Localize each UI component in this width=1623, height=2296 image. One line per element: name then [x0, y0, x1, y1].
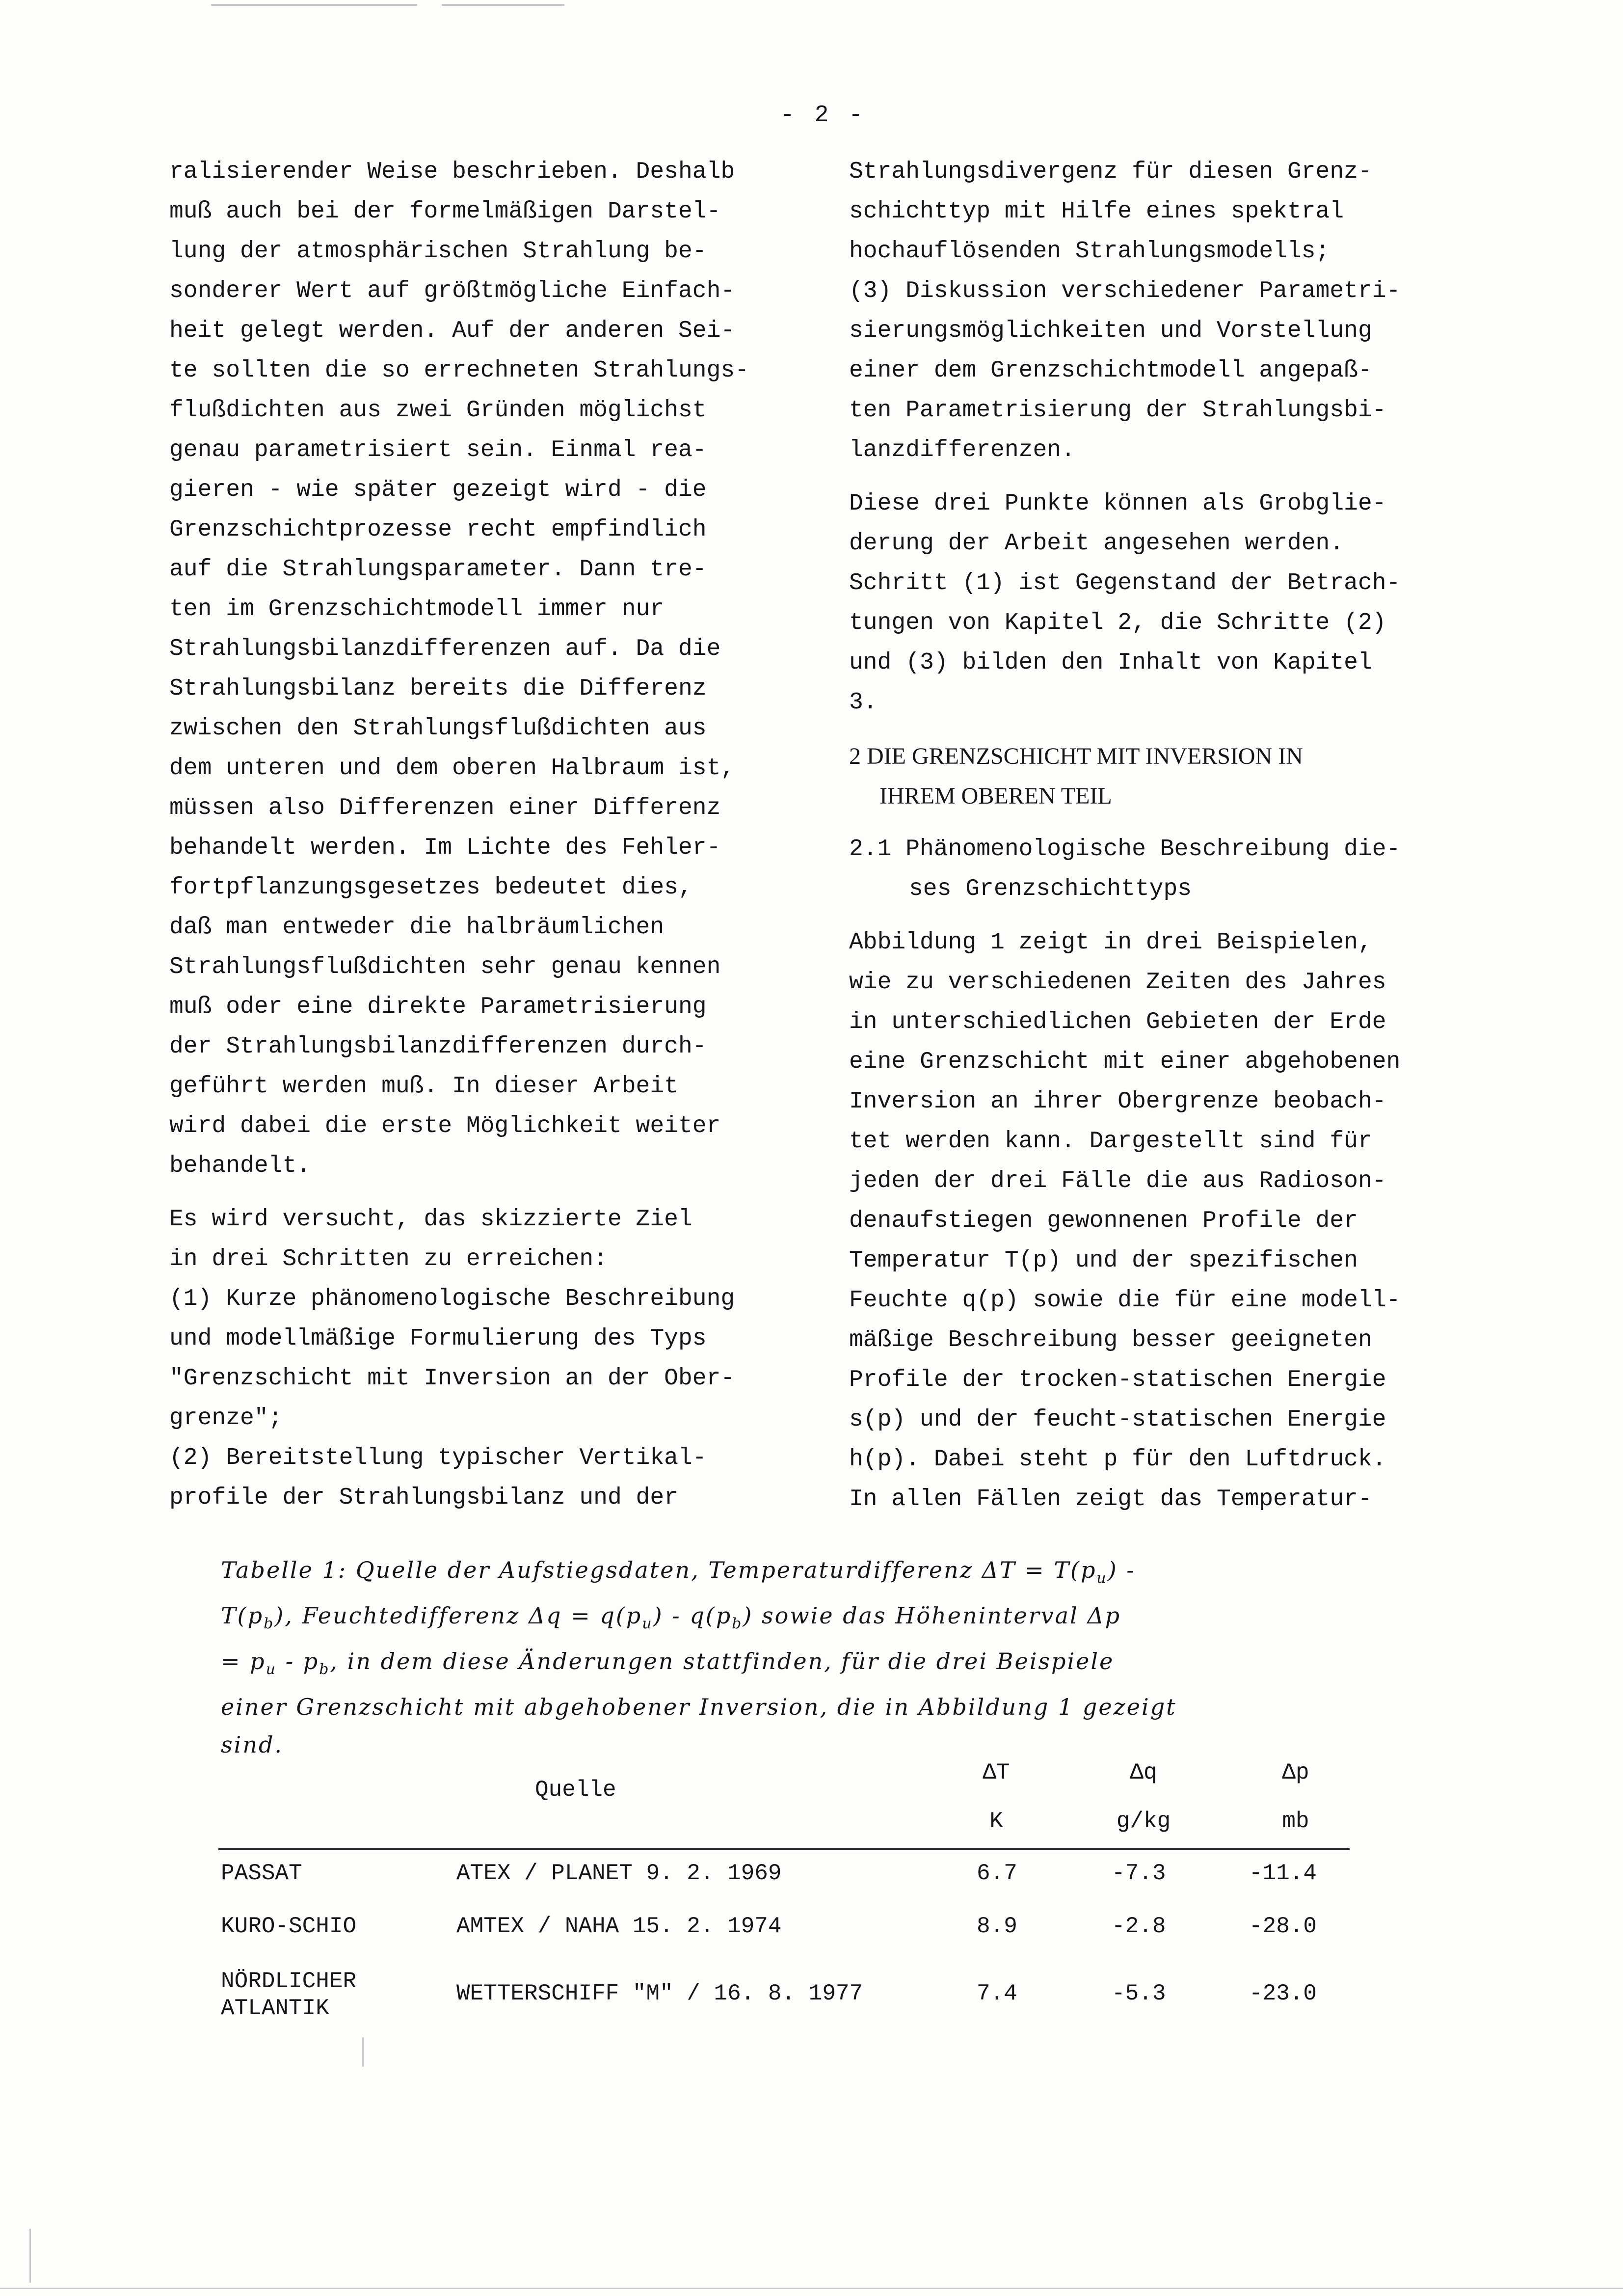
table-rule: [218, 1848, 1350, 1850]
text-line: müssen also Differenzen einer Differenz: [169, 795, 721, 821]
text-line: Schritt (1) ist Gegenstand der Betrach-: [849, 570, 1401, 596]
text-line: denaufstiegen gewonnenen Profile der: [849, 1208, 1358, 1234]
caption-text: ) sowie das Höheninterval Δp: [743, 1602, 1121, 1629]
text-line: tet werden kann. Dargestellt sind für: [849, 1128, 1372, 1155]
text-line: behandelt werden. Im Lichte des Fehler-: [169, 835, 721, 861]
text-line: genau parametrisiert sein. Einmal rea-: [169, 437, 707, 463]
text-line: hochauflösenden Strahlungsmodells;: [849, 238, 1330, 265]
header-delta-t: ΔT: [983, 1760, 1010, 1785]
text-line: s(p) und der feucht-statischen Energie: [849, 1406, 1386, 1433]
text-line: und (3) bilden den Inhalt von Kapitel: [849, 649, 1372, 676]
text-line: dem unteren und dem oberen Halbraum ist,: [169, 755, 735, 782]
text-line: ralisierender Weise beschrieben. Deshalb: [169, 159, 735, 185]
text-line: (2) Bereitstellung typischer Vertikal-: [169, 1445, 707, 1471]
header-delta-p-unit: mb: [1282, 1809, 1309, 1834]
table-caption: [221, 1551, 1399, 1764]
row-name: PASSAT: [221, 1861, 302, 1886]
text-line: Strahlungsflußdichten sehr genau kennen: [169, 954, 721, 980]
text-line: ten im Grenzschichtmodell immer nur: [169, 596, 665, 622]
row-source: AMTEX / NAHA 15. 2. 1974: [456, 1914, 782, 1939]
caption-text: T(p: [221, 1602, 264, 1629]
text-line: heit gelegt werden. Auf der anderen Sei-: [169, 318, 735, 344]
text-line: fortpflanzungsgesetzes bedeutet dies,: [169, 874, 692, 901]
text-line: sierungsmöglichkeiten und Vorstellung: [849, 318, 1372, 344]
text-line: geführt werden muß. In dieser Arbeit: [169, 1073, 678, 1100]
caption-text: - p: [276, 1648, 319, 1675]
text-line: te sollten die so errechneten Strahlungs-: [169, 357, 749, 384]
row-name-line2: ATLANTIK: [221, 1996, 329, 2021]
text-line: wird dabei die erste Möglichkeit weiter: [169, 1113, 721, 1139]
text-line: und modellmäßige Formulierung des Typs: [169, 1325, 707, 1352]
text-line: Temperatur T(p) und der spezifischen: [849, 1247, 1358, 1274]
text-line: flußdichten aus zwei Gründen möglichst: [169, 397, 707, 424]
caption-subscript: b: [319, 1661, 330, 1678]
text-line: (1) Kurze phänomenologische Beschreibung: [169, 1286, 735, 1312]
text-line: eine Grenzschicht mit einer abgehobenen: [849, 1049, 1401, 1075]
text-line: (3) Diskussion verschiedener Parametri-: [849, 278, 1401, 304]
right-column: [849, 152, 1502, 1519]
scan-edge-top-2: [442, 4, 564, 6]
text-line: tungen von Kapitel 2, die Schritte (2): [849, 610, 1386, 636]
text-line: auf die Strahlungsparameter. Dann tre-: [169, 556, 707, 583]
row-name-line1: NÖRDLICHER: [221, 1969, 357, 1994]
right-paragraph-3: [849, 923, 1502, 1519]
caption-subscript: b: [732, 1615, 743, 1632]
right-paragraph-2: [849, 484, 1502, 723]
text-line: Feuchte q(p) sowie die für eine modell-: [849, 1287, 1401, 1314]
text-line: Diese drei Punkte können als Grobglie-: [849, 490, 1386, 517]
text-line: schichttyp mit Hilfe eines spektral: [849, 198, 1344, 225]
left-column: [169, 152, 822, 1518]
text-line: daß man entweder die halbräumlichen: [169, 914, 665, 941]
text-line: in unterschiedlichen Gebieten der Erde: [849, 1009, 1386, 1035]
row-delta-t: 8.9: [977, 1914, 1017, 1939]
text-line: derung der Arbeit angesehen werden.: [849, 530, 1344, 557]
header-delta-t-unit: K: [989, 1809, 1003, 1834]
text-line: lanzdifferenzen.: [849, 437, 1075, 463]
text-line: gieren - wie später gezeigt wird - die: [169, 477, 707, 503]
right-paragraph-1: [849, 152, 1502, 470]
caption-line: [221, 1643, 1399, 1688]
text-line: In allen Fällen zeigt das Temperatur-: [849, 1486, 1372, 1513]
scan-edge-bottom: [0, 2288, 1623, 2289]
text-line: lung der atmosphärischen Strahlung be-: [169, 238, 707, 265]
section-heading-2-1: [849, 830, 1502, 909]
text-line: mäßige Beschreibung besser geeigneten: [849, 1327, 1372, 1353]
row-delta-p: -28.0: [1249, 1914, 1317, 1939]
row-delta-p: -23.0: [1249, 1981, 1317, 2006]
text-line: h(p). Dabei steht p für den Luftdruck.: [849, 1446, 1386, 1473]
text-line: einer dem Grenzschichtmodell angepaß-: [849, 357, 1372, 384]
caption-line: einer Grenzschicht mit abgehobener Inversion, die in Abbildung 1 gezeigt: [221, 1694, 1177, 1720]
text-line: Abbildung 1 zeigt in drei Beispielen,: [849, 929, 1372, 956]
heading-line: 2 DIE GRENZSCHICHT MIT INVERSION IN: [849, 743, 1303, 769]
heading-line: 2.1 Phänomenologische Beschreibung die-: [849, 836, 1401, 863]
text-line: 3.: [849, 689, 878, 716]
row-source: WETTERSCHIFF "M" / 16. 8. 1977: [456, 1981, 863, 2006]
caption-subscript: b: [264, 1615, 275, 1632]
text-line: zwischen den Strahlungsflußdichten aus: [169, 715, 707, 742]
text-line: Inversion an ihrer Obergrenze beobach-: [849, 1088, 1386, 1115]
text-line: Grenzschichtprozesse recht empfindlich: [169, 516, 707, 543]
left-paragraph-1: [169, 152, 822, 1186]
text-line: Es wird versucht, das skizzierte Ziel: [169, 1206, 692, 1233]
caption-subscript: u: [266, 1661, 277, 1678]
scan-edge-left: [29, 2229, 31, 2283]
text-line: in drei Schritten zu erreichen:: [169, 1246, 608, 1272]
page-number: - 2 -: [780, 102, 866, 129]
heading-line: IHREM OBEREN TEIL: [879, 783, 1112, 809]
row-name: KURO-SCHIO: [221, 1914, 357, 1939]
row-delta-q: -7.3: [1112, 1861, 1166, 1886]
left-paragraph-2: [169, 1200, 822, 1518]
text-line: sonderer Wert auf größtmögliche Einfach-: [169, 278, 735, 304]
header-delta-p: Δp: [1282, 1760, 1309, 1785]
text-line: behandelt.: [169, 1153, 311, 1179]
row-delta-p: -11.4: [1249, 1861, 1317, 1886]
text-line: wie zu verschiedenen Zeiten des Jahres: [849, 969, 1386, 996]
text-line: Strahlungsdivergenz für diesen Grenz-: [849, 159, 1372, 185]
text-line: muß oder eine direkte Parametrisierung: [169, 994, 707, 1020]
header-source: Quelle: [535, 1777, 616, 1803]
caption-subscript: u: [642, 1615, 653, 1632]
header-delta-q-unit: g/kg: [1116, 1809, 1171, 1834]
caption-subscript: u: [1096, 1569, 1108, 1587]
row-delta-t: 6.7: [977, 1861, 1017, 1886]
text-line: der Strahlungsbilanzdifferenzen durch-: [169, 1033, 707, 1060]
caption-line: sind.: [221, 1731, 284, 1758]
text-line: muß auch bei der formelmäßigen Darstel-: [169, 198, 721, 225]
caption-line: [221, 1597, 1399, 1643]
scan-edge-top: [211, 4, 417, 6]
caption-text: ) - q(p: [653, 1602, 732, 1629]
row-source: ATEX / PLANET 9. 2. 1969: [456, 1861, 782, 1886]
row-delta-q: -2.8: [1112, 1914, 1166, 1939]
text-line: Strahlungsbilanzdifferenzen auf. Da die: [169, 636, 721, 662]
text-line: ten Parametrisierung der Strahlungsbi-: [849, 397, 1386, 424]
caption-text: ) -: [1107, 1557, 1136, 1583]
section-heading-2: [849, 736, 1502, 816]
caption-line: [221, 1551, 1399, 1597]
text-line: Strahlungsbilanz bereits die Differenz: [169, 675, 707, 702]
caption-text: , in dem diese Änderungen stattfinden, für die drei Beispiele: [330, 1648, 1115, 1675]
caption-text: = p: [221, 1648, 266, 1675]
text-line: "Grenzschicht mit Inversion an der Ober-: [169, 1365, 735, 1392]
caption-text: ), Feuchtedifferenz Δq = q(p: [274, 1602, 642, 1629]
scan-mark-table: [362, 2037, 364, 2067]
text-line: jeden der drei Fälle die aus Radioson-: [849, 1168, 1386, 1194]
caption-text: Tabelle 1: Quelle der Aufstiegsdaten, Temperaturdifferenz ΔT = T(p: [221, 1557, 1097, 1583]
row-delta-t: 7.4: [977, 1981, 1017, 2006]
heading-line: ses Grenzschichttyps: [909, 876, 1192, 902]
row-delta-q: -5.3: [1112, 1981, 1166, 2006]
text-line: grenze";: [169, 1405, 283, 1432]
header-delta-q: Δq: [1130, 1760, 1157, 1785]
text-line: profile der Strahlungsbilanz und der: [169, 1485, 678, 1511]
text-line: Profile der trocken-statischen Energie: [849, 1367, 1386, 1393]
